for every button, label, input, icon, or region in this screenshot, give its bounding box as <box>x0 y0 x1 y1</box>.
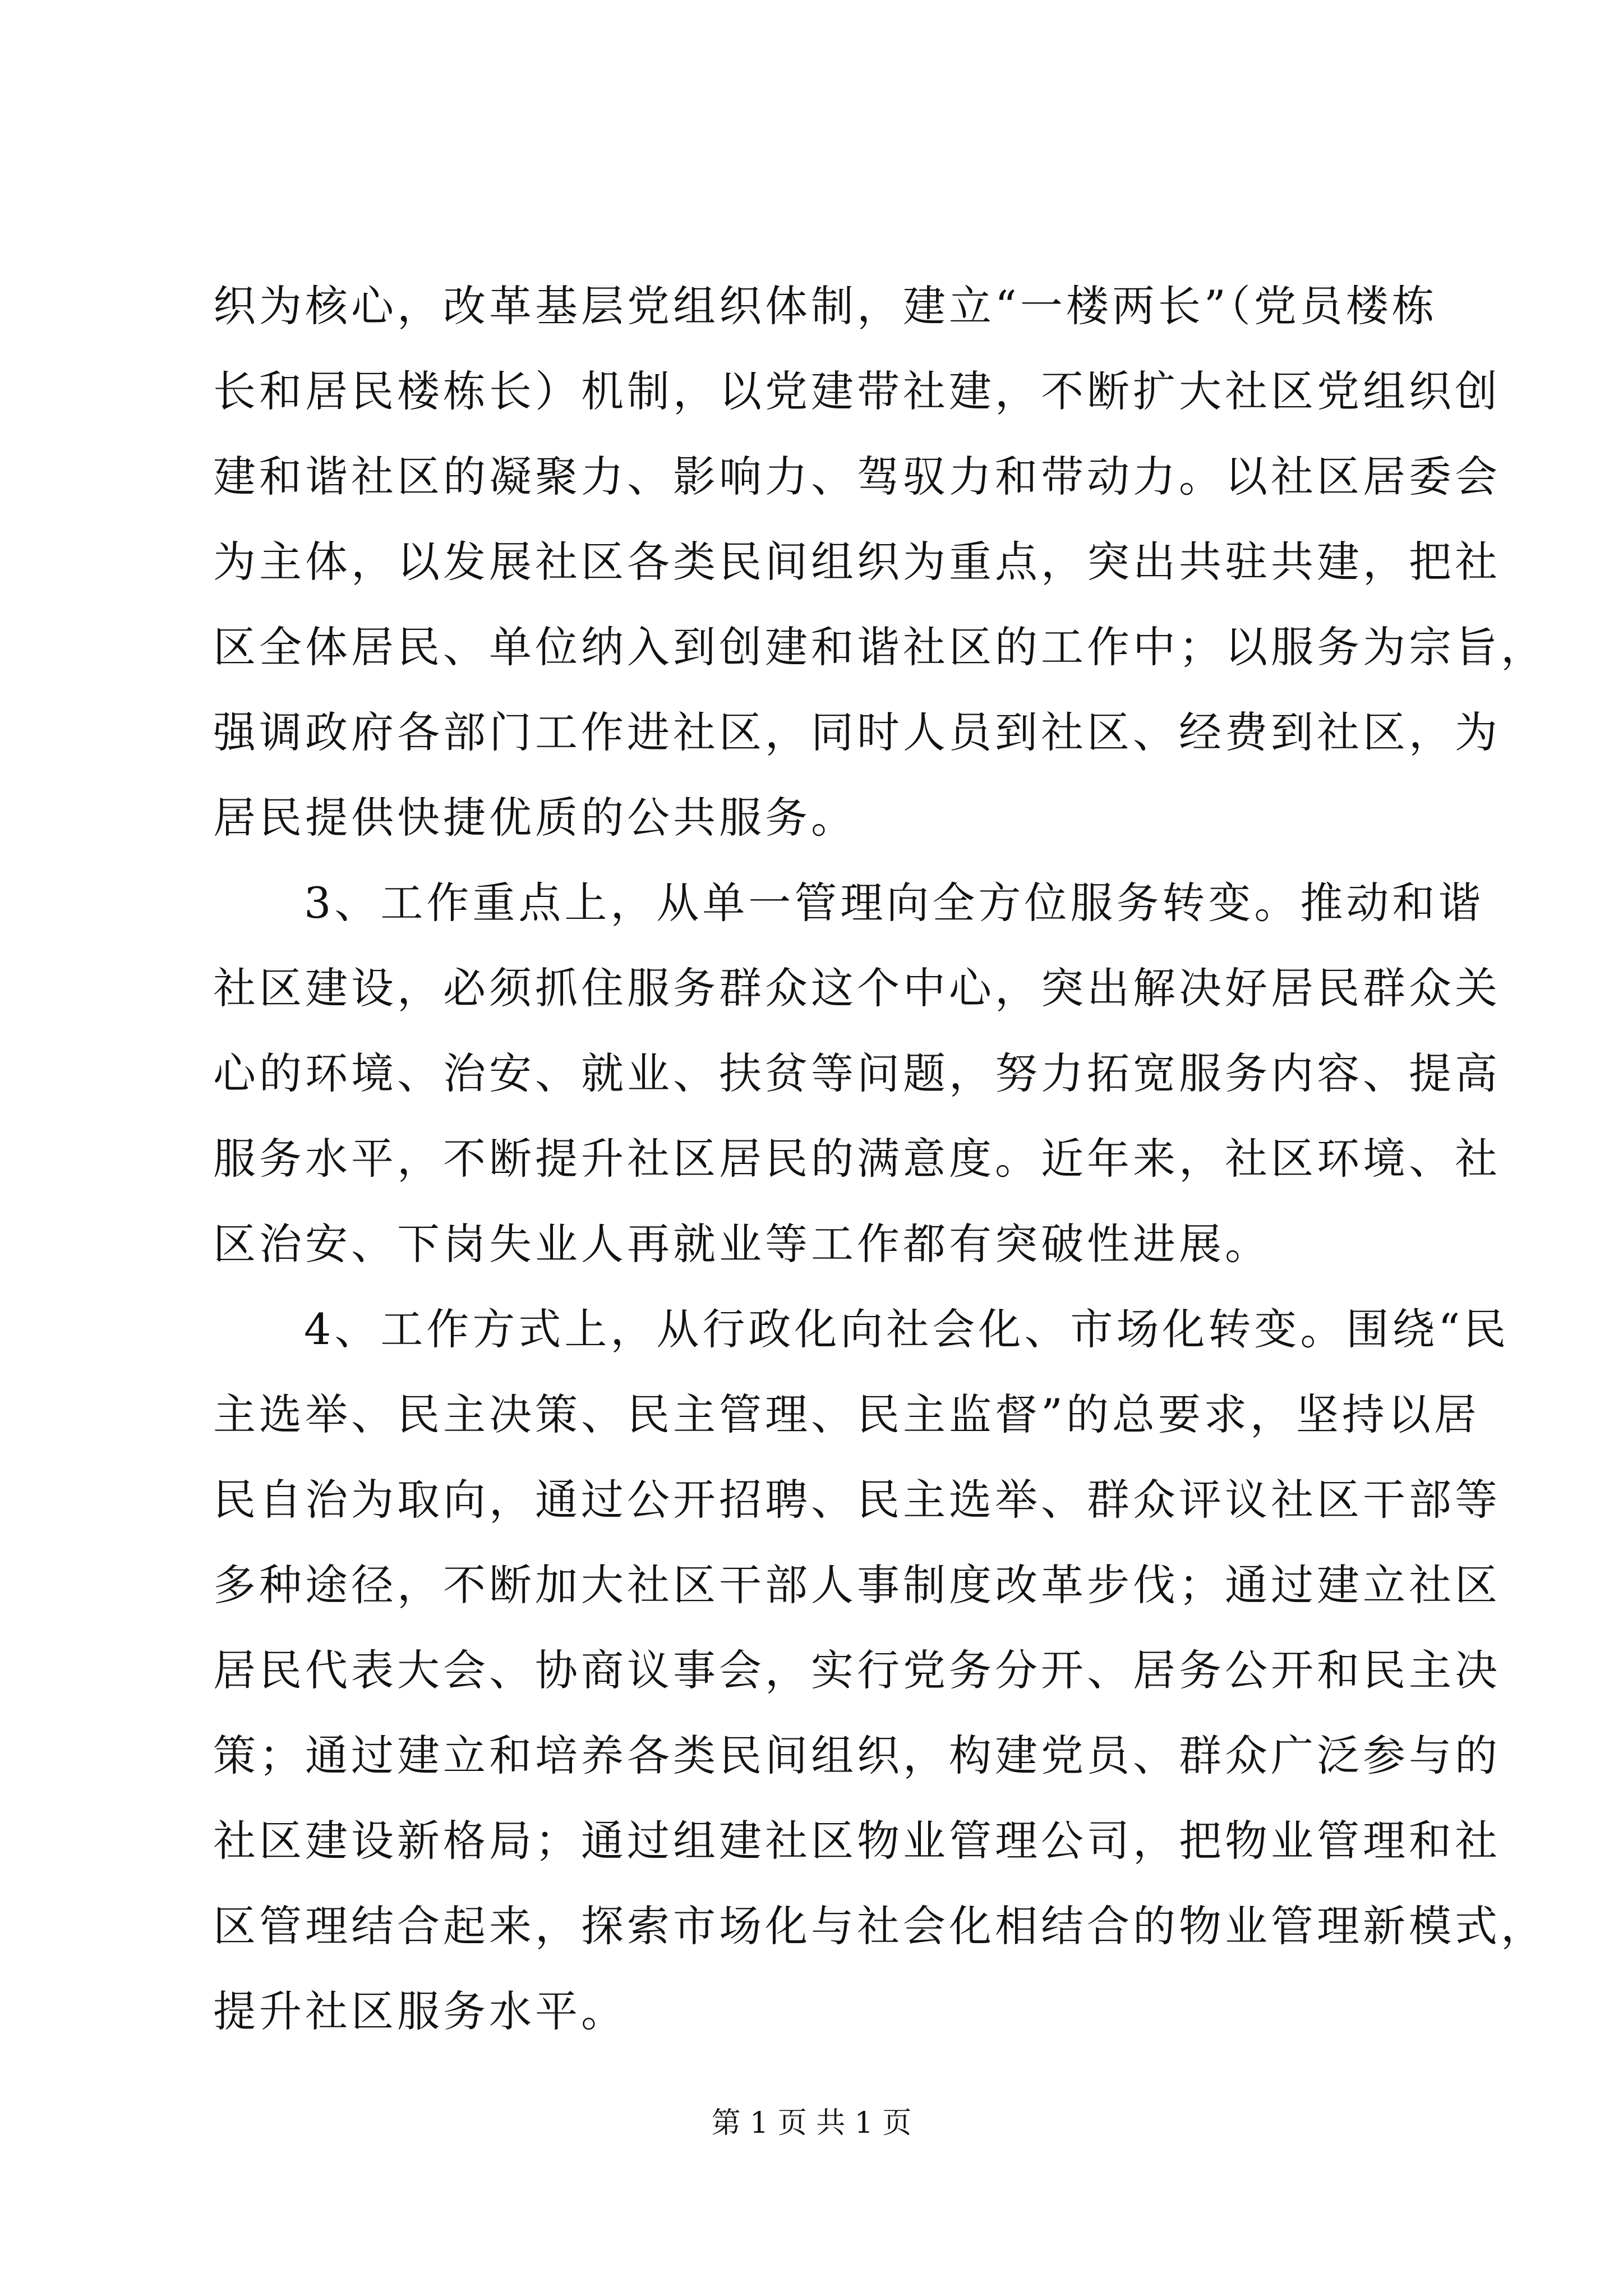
text-line: 区治安、下岗失业人再就业等工作都有突破性进展。 <box>213 1219 1271 1269</box>
text-line: 心的环境、治安、就业、扶贫等问题，努力拓宽服务内容、提高 <box>213 1048 1501 1098</box>
paragraph-2 <box>213 861 1501 1287</box>
text-line: 区全体居民、单位纳入到创建和谐社区的工作中；以服务为宗旨， <box>213 622 1547 672</box>
page-footer: 第 1 页 共 1 页 <box>711 2106 912 2140</box>
text-line: 主选举、民主决策、民主管理、民主监督”的总要求，坚持以居 <box>213 1389 1480 1439</box>
text-line: 区管理结合起来，探索市场化与社会化相结合的物业管理新模式， <box>213 1901 1547 1951</box>
text-line: 为主体，以发展社区各类民间组织为重点，突出共驻共建，把社 <box>213 537 1501 587</box>
text-line: 3、工作重点上，从单一管理向全方位服务转变。推动和谐 <box>304 878 1484 928</box>
text-line: 长和居民楼栋长）机制，以党建带社建，不断扩大社区党组织创 <box>213 366 1501 416</box>
text-line: 建和谐社区的凝聚力、影响力、驾驭力和带动力。以社区居委会 <box>213 452 1501 501</box>
text-line: 策；通过建立和培养各类民间组织，构建党员、群众广泛参与的 <box>213 1731 1501 1780</box>
text-line: 居民代表大会、协商议事会，实行党务分开、居务公开和民主决 <box>213 1645 1501 1695</box>
body-text <box>213 264 1547 2054</box>
text-line: 强调政府各部门工作进社区，同时人员到社区、经费到社区，为 <box>213 707 1501 757</box>
text-line: 多种途径，不断加大社区干部人事制度改革步伐；通过建立社区 <box>213 1560 1501 1610</box>
text-line: 织为核心，改革基层党组织体制，建立“一楼两长”（党员楼栋 <box>213 281 1438 331</box>
text-line: 社区建设新格局；通过组建社区物业管理公司，把物业管理和社 <box>213 1816 1501 1866</box>
text-line: 民自治为取向，通过公开招聘、民主选举、群众评议社区干部等 <box>213 1475 1501 1525</box>
paragraph-1 <box>213 264 1547 861</box>
text-line: 社区建设，必须抓住服务群众这个中心，突出解决好居民群众关 <box>213 963 1501 1013</box>
paragraph-3 <box>213 1287 1547 2054</box>
text-line: 4、工作方式上，从行政化向社会化、市场化转变。围绕“民 <box>304 1304 1510 1354</box>
text-line: 服务水平，不断提升社区居民的满意度。近年来，社区环境、社 <box>213 1134 1501 1184</box>
text-line: 提升社区服务水平。 <box>213 1986 627 2036</box>
text-line: 居民提供快捷优质的公共服务。 <box>213 793 857 843</box>
